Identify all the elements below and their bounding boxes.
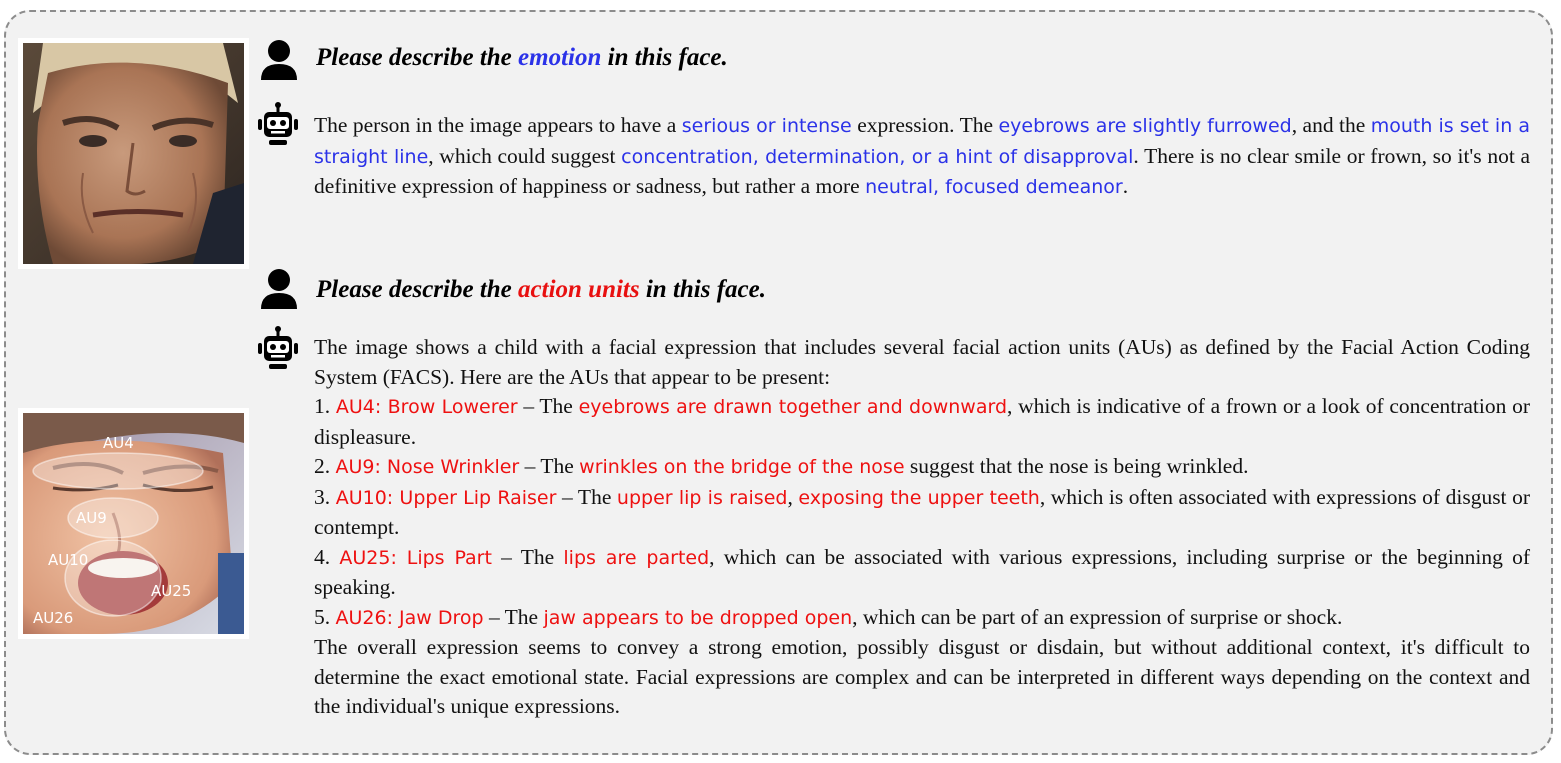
- question-emotion: Please describe the emotion in this face.: [316, 44, 728, 71]
- au-item: 3. AU10: Upper Lip Raiser – The upper lip is raised, exposing the upper teeth, which is often associated with expressions of disgust or contempt.: [314, 484, 1531, 539]
- child-face-photo: [18, 408, 249, 639]
- answer-emotion-text: The person in the image appears to have a serious or intense expression. The eyebrows are slightly furrowed, and the mouth is set in a straight line, which could suggest concentration, determination, or a hint of disapproval. There is no clear smile or frown, so it's not a definitive expression of happiness or sadness, but rather a more neutral, focused demeanor.: [314, 113, 1531, 198]
- au9-label: AU9: [76, 509, 107, 527]
- man-face-photo: [18, 38, 249, 269]
- au-item: 1. AU4: Brow Lowerer – The eyebrows are drawn together and downward, which is indicative of a frown or a look of concentration or displeasure.: [314, 394, 1531, 449]
- au-item: 4. AU25: Lips Part – The lips are parted, which can be associated with various expressions, including surprise or the beginning of speaking.: [314, 544, 1530, 599]
- answer-intro: The image shows a child with a facial expression that includes several facial action units (AUs) as defined by the Facial Action Coding System (FACS). Here are the AUs that appear to be present:: [314, 335, 1530, 389]
- au-name: AU26: Jaw Drop: [335, 606, 484, 629]
- person-icon: [258, 267, 300, 309]
- highlight-phrase: upper lip is raised: [616, 486, 788, 509]
- man-face-image: [23, 43, 244, 264]
- question-action-units: Please describe the action units in this face.: [316, 276, 767, 303]
- answer-emotion: [314, 111, 1530, 203]
- highlight-phrase: neutral, focused demeanor: [865, 176, 1123, 198]
- highlight-phrase: jaw appears to be dropped open: [543, 606, 853, 629]
- answer-action-units: [314, 333, 1530, 722]
- person-icon: [258, 38, 300, 80]
- highlight-phrase: eyebrows are drawn together and downward: [578, 396, 1008, 418]
- au10-label: AU10: [48, 551, 89, 569]
- highlight-phrase: lips are parted: [563, 546, 710, 569]
- highlight-phrase: mouth is set in a straight line: [314, 115, 1530, 168]
- highlight-phrase: concentration, determination, or a hint of disapproval: [621, 145, 1134, 168]
- child-face-image: [23, 413, 244, 634]
- question-keyword-action-units: action units: [518, 276, 640, 303]
- au-name: AU10: Upper Lip Raiser: [335, 486, 557, 509]
- highlight-phrase: eyebrows are slightly furrowed: [998, 115, 1292, 137]
- au25-label: AU25: [151, 582, 192, 600]
- question-keyword-emotion: emotion: [518, 44, 602, 71]
- robot-icon: [257, 326, 299, 370]
- au-list: [314, 392, 1530, 633]
- au26-label: AU26: [33, 609, 74, 627]
- highlight-phrase: wrinkles on the bridge of the nose: [579, 456, 905, 478]
- highlight-phrase: exposing the upper teeth: [798, 486, 1040, 509]
- robot-icon: [257, 102, 299, 146]
- answer-conclusion: The overall expression seems to convey a strong emotion, possibly disgust or disdain, but without additional context, it's difficult to determine the exact emotional state. Facial expressions are complex and can be interpreted in different ways depending on the context and the individual's unique expressions.: [314, 635, 1530, 718]
- au-item: 5. AU26: Jaw Drop – The jaw appears to be dropped open, which can be part of an expression of surprise or shock.: [314, 604, 1343, 629]
- au4-region: [33, 453, 203, 489]
- highlight-phrase: serious or intense: [681, 115, 852, 137]
- au-name: AU25: Lips Part: [339, 546, 492, 569]
- au-name: AU4: Brow Lowerer: [335, 396, 518, 418]
- au4-label: AU4: [103, 434, 134, 452]
- au-item: 2. AU9: Nose Wrinkler – The wrinkles on the bridge of the nose suggest that the nose is being wrinkled.: [314, 454, 1249, 478]
- au-name: AU9: Nose Wrinkler: [335, 456, 520, 478]
